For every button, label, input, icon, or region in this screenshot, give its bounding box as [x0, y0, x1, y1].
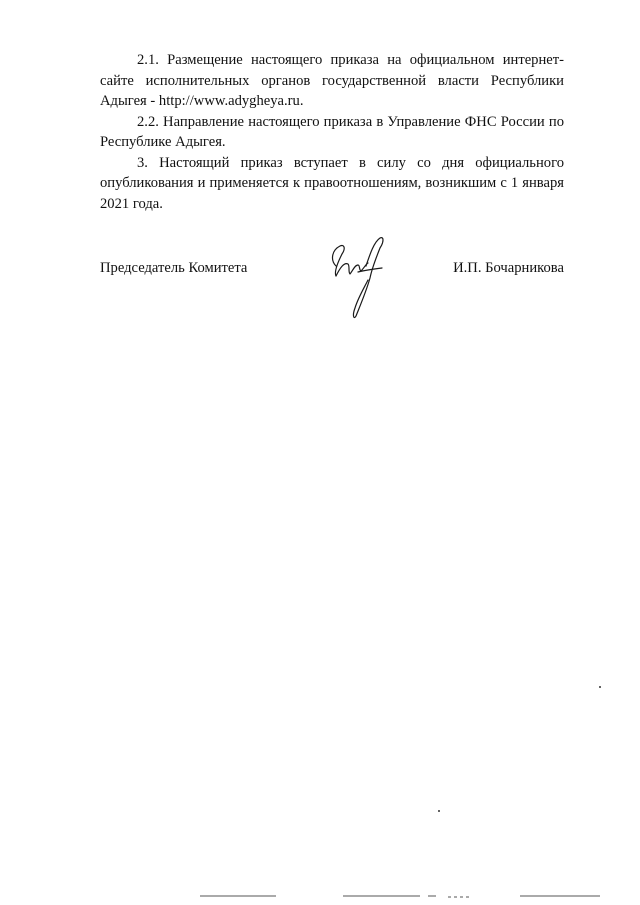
document-body [100, 50, 564, 214]
scan-edge-marks [0, 893, 640, 899]
paragraph-2-1: 2.1. Размещение настоящего приказа на официальном интернет-сайте исполнительных органов государственной власти Республики Адыгея - http://www.adygheya.ru. [100, 52, 564, 109]
paragraph-2-2: 2.2. Направление настоящего приказа в Управление ФНС России по Республике Адыгея. [100, 113, 564, 150]
signature-block [100, 232, 564, 332]
paragraph-3: 3. Настоящий приказ вступает в силу со дня официального опубликования и применяется к правоотношениям, возникшим с 1 января 2021 года. [100, 154, 564, 212]
scan-speck [599, 686, 601, 688]
scan-speck [438, 810, 440, 812]
signatory-position: Председатель Комитета [100, 260, 248, 276]
signatory-name: И.П. Бочарникова [453, 260, 564, 276]
handwritten-signature [322, 232, 394, 328]
